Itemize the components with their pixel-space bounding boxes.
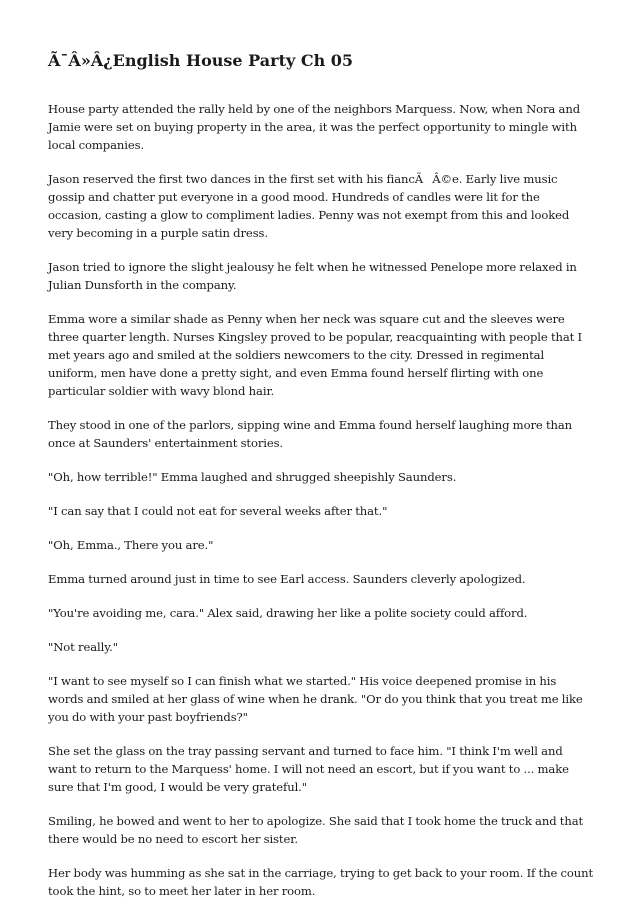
paragraph: "Not really." bbox=[48, 640, 118, 654]
document-page bbox=[48, 50, 594, 916]
paragraph: Smiling, he bowed and went to her to apologize. She said that I took home the truck and that there would be no need to escort her sister. bbox=[48, 814, 584, 846]
paragraph: "You're avoiding me, cara." Alex said, drawing her like a polite society could afford. bbox=[48, 606, 528, 620]
paragraph: "I can say that I could not eat for several weeks after that." bbox=[48, 504, 388, 518]
paragraph: Emma turned around just in time to see Earl access. Saunders cleverly apologized. bbox=[48, 572, 526, 586]
paragraph: Jason tried to ignore the slight jealousy he felt when he witnessed Penelope more relaxed in Julian Dunsforth in the company. bbox=[48, 260, 577, 292]
paragraph: "I want to see myself so I can finish what we started." His voice deepened promise in his words and smiled at her glass of wine when he drank. "Or do you think that you treat me like you do with your past boyfriends?" bbox=[48, 674, 583, 724]
document-title: Ã¯Â»Â¿English House Party Ch 05 bbox=[48, 51, 354, 70]
paragraph: Emma wore a similar shade as Penny when her neck was square cut and the sleeves were three quarter length. Nurses Kingsley proved to be popular, reacquainting with people that I met years ago and smiled at the soldiers newcomers to the city. Dressed in regimental uniform, men have done a pretty sight, and even Emma found herself flirting with one particular soldier with wavy blond hair. bbox=[48, 312, 583, 398]
paragraph: They stood in one of the parlors, sipping wine and Emma found herself laughing more than once at Saunders' entertainment stories. bbox=[48, 418, 573, 450]
paragraph: Jason reserved the first two dances in the first set with his fiancÃÂ©e. Early live music gossip and chatter put everyone in a good mood. Hundreds of candles were lit for the occasion, casting a glow to compliment ladies. Penny was not exempt from this and looked very becoming in a purple satin dress. bbox=[48, 172, 570, 240]
paragraph: She set the glass on the tray passing servant and turned to face him. "I think I'm well and want to return to the Marquess' home. I will not need an escort, but if you want to ... make sure that I'm good, I would be very grateful." bbox=[48, 744, 569, 794]
paragraph: Her body was humming as she sat in the carriage, trying to get back to your room. If the count took the hint, so to meet her later in her room. bbox=[48, 866, 594, 898]
paragraph: House party attended the rally held by one of the neighbors Marquess. Now, when Nora and Jamie were set on buying property in the area, it was the perfect opportunity to mingle with local companies. bbox=[48, 102, 581, 152]
paragraph: "Oh, how terrible!" Emma laughed and shrugged sheepishly Saunders. bbox=[48, 470, 457, 484]
paragraph: "Oh, Emma., There you are." bbox=[48, 538, 214, 552]
